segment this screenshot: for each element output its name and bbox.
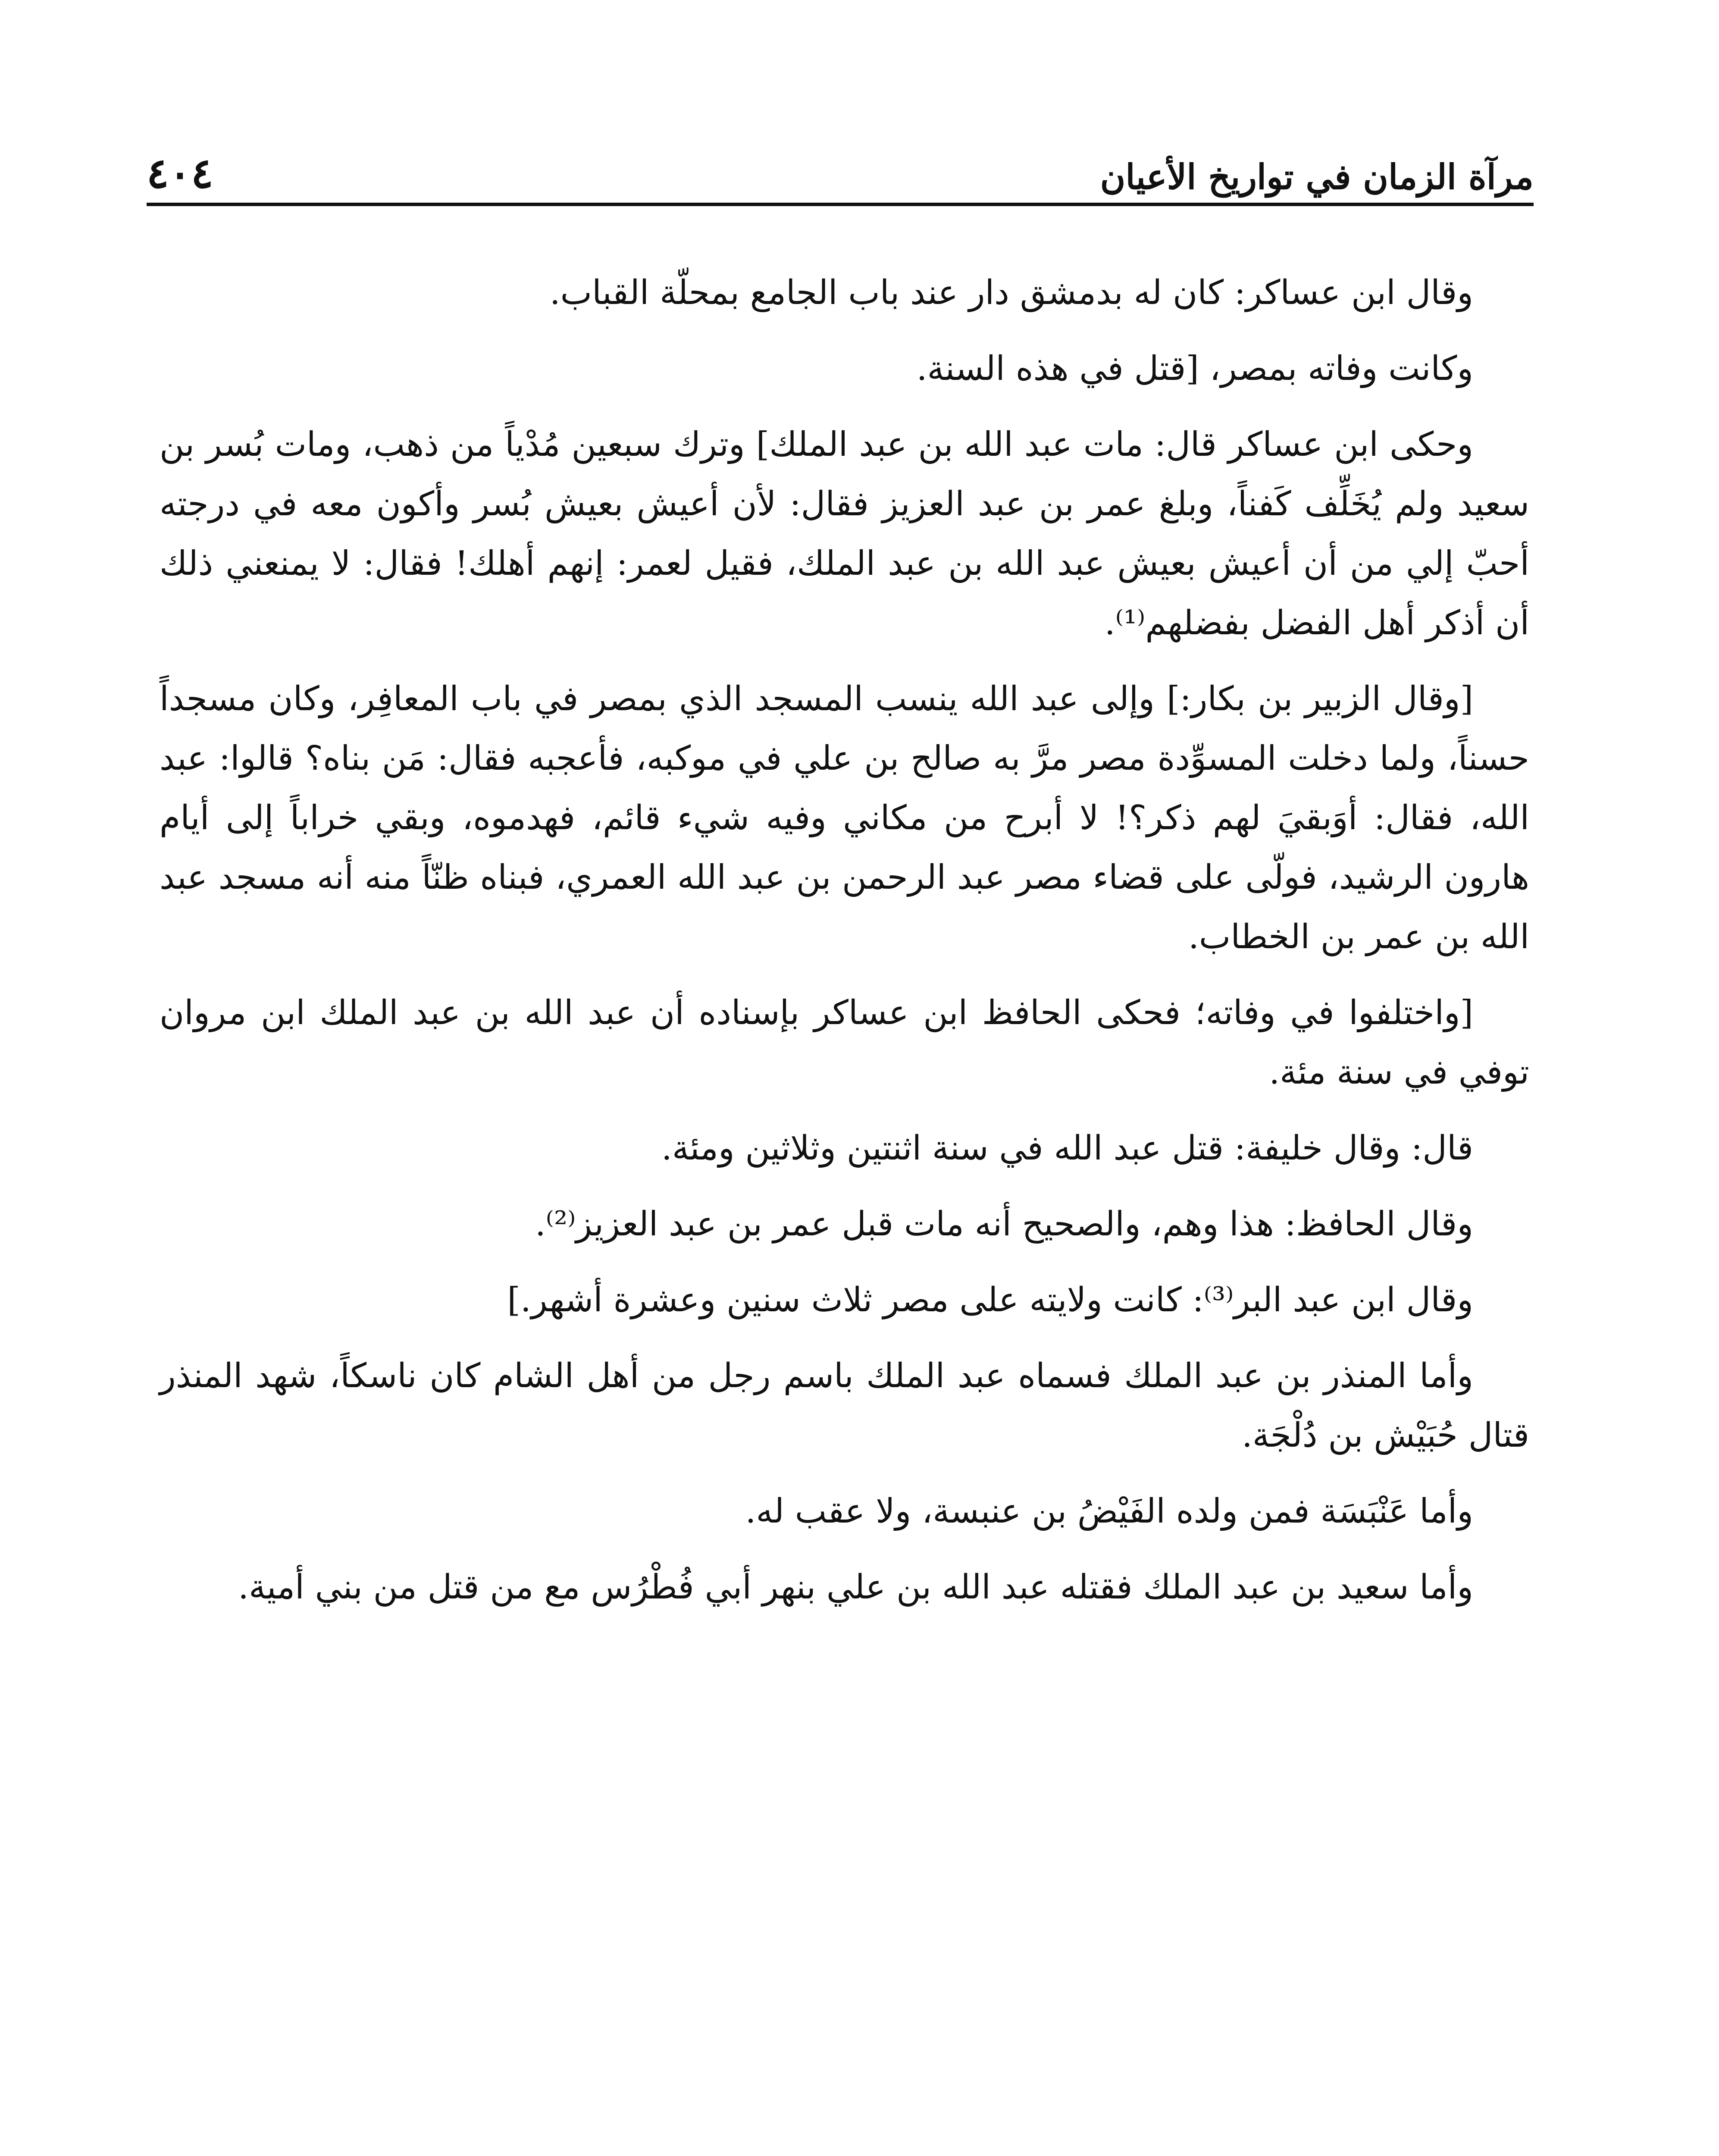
paragraph: وكانت وفاته بمصر، [قتل في هذه السنة. bbox=[916, 349, 1473, 388]
running-title: مرآة الزمان في تواريخ الأعيان bbox=[1100, 157, 1534, 197]
paragraph: وقال الحافظ: هذا وهم، والصحيح أنه مات قبل عمر بن عبد العزيز⁽²⁾. bbox=[535, 1205, 1473, 1244]
paragraph: قال: وقال خليفة: قتل عبد الله في سنة اثنتين وثلاثين ومئة. bbox=[661, 1129, 1473, 1168]
header-rule bbox=[147, 203, 1534, 206]
paragraph: [وقال الزبير بن بكار:] وإلى عبد الله ينسب المسجد الذي بمصر في باب المعافِر، وكان مسجداً حسناً، ولما دخلت المسوِّدة مصر مرَّ به صالح بن علي في موكبه، فأعجبه فقال: مَن بناه؟ قالوا: عبد الله، فقال: أوَبقيَ لهم ذكر؟! لا أبرح من مكاني وفيه شيء قائم، فهدموه، وبقي خراباً إلى أيام هارون الرشيد، فولّى على قضاء مصر عبد الرحمن بن عبد الله العمري، فبناه ظنّاً منه أنه مسجد عبد الله بن عمر بن الخطاب. bbox=[160, 680, 1529, 956]
paragraph: وقال ابن عساكر: كان له بدمشق دار عند باب الجامع بمحلّة القباب. bbox=[549, 273, 1473, 312]
page-number: ٤٠٤ bbox=[147, 149, 213, 197]
paragraph: [واختلفوا في وفاته؛ فحكى الحافظ ابن عساكر بإسناده أن عبد الله بن عبد الملك ابن مروان توفي في سنة مئة. bbox=[160, 993, 1529, 1092]
paragraph: وحكى ابن عساكر قال: مات عبد الله بن عبد الملك] وترك سبعين مُدْياً من ذهب، ومات بُسر بن سعيد ولم يُخَلِّف كَفناً، وبلغ عمر بن عبد العزيز فقال: لأن أعيش بعيش بُسر وأكون معه في درجته أحبّ إلي من أن أعيش بعيش عبد الله بن عبد الملك، فقيل لعمر: إنهم أهلك! فقال: لا يمنعني ذلك أن أذكر أهل الفضل بفضلهم⁽¹⁾. bbox=[160, 425, 1529, 642]
paragraph: وقال ابن عبد البر⁽³⁾: كانت ولايته على مصر ثلاث سنين وعشرة أشهر.] bbox=[507, 1281, 1473, 1319]
page-header bbox=[147, 129, 1534, 197]
paragraph: وأما سعيد بن عبد الملك فقتله عبد الله بن علي بنهر أبي فُطْرُس مع من قتل من بني أمية. bbox=[238, 1568, 1473, 1607]
main-text bbox=[160, 263, 1529, 1633]
paragraph: وأما عَنْبَسَة فمن ولده الفَيْضُ بن عنبسة، ولا عقب له. bbox=[745, 1492, 1473, 1531]
paragraph: وأما المنذر بن عبد الملك فسماه عبد الملك باسم رجل من أهل الشام كان ناسكاً، شهد المنذر قتال حُبَيْش بن دُلْجَة. bbox=[160, 1357, 1529, 1455]
